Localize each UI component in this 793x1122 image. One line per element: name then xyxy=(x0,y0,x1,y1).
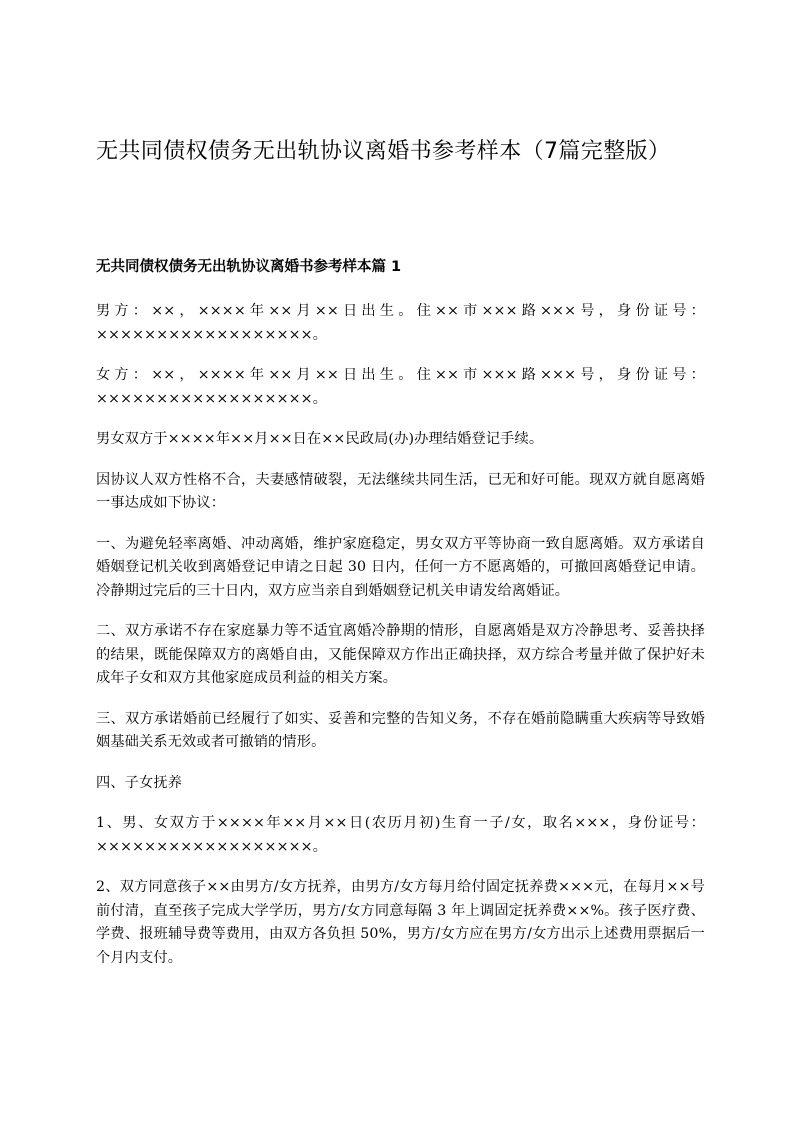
section-heading: 无共同债权债务无出轨协议离婚书参考样本篇 1 xyxy=(96,259,402,275)
paragraph-child-info: 1、男、女双方于××××年××月××日(农历月初)生育一子/女，取名×××，身份证号：××××××××××××××××××。 xyxy=(96,815,705,855)
paragraph-marriage-registration: 男女双方于××××年××月××日在××民政局(办)办理结婚登记手续。 xyxy=(96,431,544,447)
paragraph-clause-1: 一、为避免轻率离婚、冲动离婚，维护家庭稳定，男女双方平等协商一致自愿离婚。双方承诺自婚姻登记机关收到离婚登记申请之日起 30 日内，任何一方不愿离婚的，可撤回离婚登记申请。冷静期过完后的三十日内，双方应当亲自到婚姻登记机关申请发给离婚证。 xyxy=(96,535,705,599)
paragraph-clause-2: 二、双方承诺不存在家庭暴力等不适宜离婚冷静期的情形，自愿离婚是双方冷静思考、妥善抉择的结果，既能保障双方的离婚自由，又能保障双方作出正确抉择，双方综合考量并做了保护好未成年子女和双方其他家庭成员利益的相关方案。 xyxy=(96,623,705,686)
paragraph-husband-info: 男方：××，××××年××月××日出生。住××市×××路×××号，身份证号：××××××××××××××××××。 xyxy=(96,303,705,343)
document-body xyxy=(96,300,705,987)
paragraph-wife-info: 女方：××，××××年××月××日出生。住××市×××路×××号，身份证号：××××××××××××××××××。 xyxy=(96,367,705,407)
paragraph-child-support: 2、双方同意孩子××由男方/女方抚养，由男方/女方每月给付固定抚养费×××元，在每月××号前付清，直至孩子完成大学学历，男方/女方同意每隔 3 年上调固定抚养费××%。孩子医疗费、学费、报班辅导费等费用，由双方各负担 50%，男方/女方应在男方/女方出示上述费用票据后一个月内支付。 xyxy=(96,879,705,966)
document-title: 无共同债权债务无出轨协议离婚书参考样本（7篇完整版） xyxy=(96,139,671,164)
paragraph-clause-3: 三、双方承诺婚前已经履行了如实、妥善和完整的告知义务，不存在婚前隐瞒重大疾病等导致婚姻基础关系无效或者可撤销的情形。 xyxy=(96,710,705,750)
paragraph-clause-4-heading: 四、子女抚养 xyxy=(96,774,183,791)
paragraph-agreement-reason: 因协议人双方性格不合，夫妻感情破裂，无法继续共同生活，已无和好可能。现双方就自愿离婚一事达成如下协议： xyxy=(96,471,705,511)
